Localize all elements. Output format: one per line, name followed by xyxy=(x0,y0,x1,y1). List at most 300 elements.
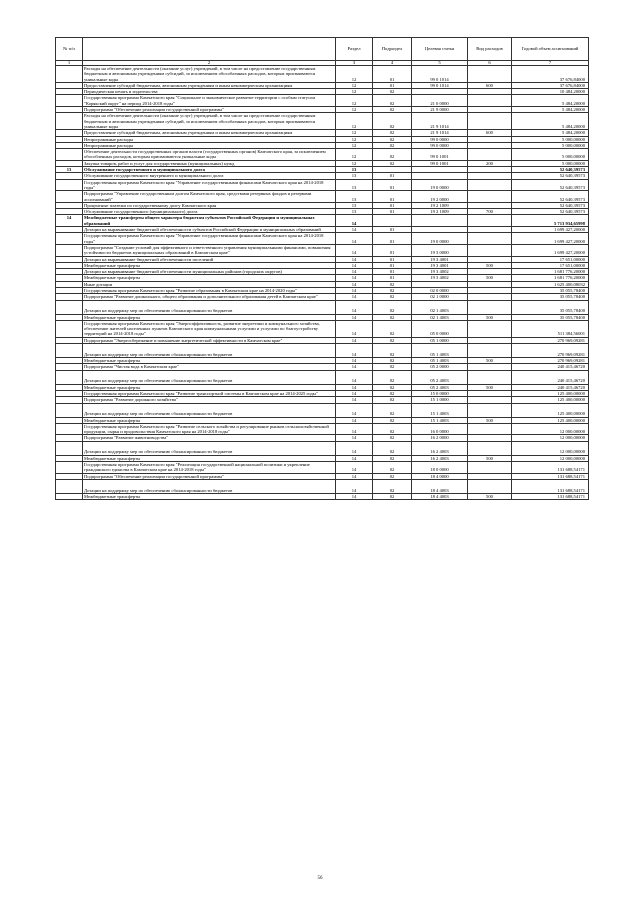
row-podrazdel: 02 xyxy=(373,493,412,499)
row-amount: 1 699 427,20000 xyxy=(512,244,589,256)
row-amount: 10 484,20000 xyxy=(512,89,589,95)
row-expense-type: 500 xyxy=(468,493,512,499)
table-row xyxy=(56,149,589,161)
row-amount: 5 484,20000 xyxy=(512,95,589,107)
row-name: Государственная программа Камчатского края "Развитие образования в Камчатском крае на 2014-2020 годы" xyxy=(83,287,336,293)
row-amount: 52 640,39573 xyxy=(512,202,589,208)
table-row xyxy=(56,370,589,384)
row-amount: 12 000,00000 xyxy=(512,455,589,461)
row-target-article: 19 3 0000 xyxy=(412,244,468,256)
row-razdel: 14 xyxy=(336,479,373,493)
row-razdel: 12 xyxy=(336,136,373,142)
row-name: Расходы на обеспечение деятельности (оказание услуг) учреждений, в том числе на предоставление государственным бюджетным и автономным учреждениям субсидий, за исключением обособленных расходов, которым присваиваются уникальные коды xyxy=(83,113,336,130)
row-razdel: 14 xyxy=(336,337,373,343)
row-name: Межбюджетные трансферты xyxy=(83,384,336,390)
row-razdel: 14 xyxy=(336,215,373,227)
row-podrazdel: 02 xyxy=(373,113,412,130)
row-target-article: 05 2 4003 xyxy=(412,370,468,384)
row-amount: 131 688,54171 xyxy=(512,473,589,479)
row-razdel: 13 xyxy=(336,209,373,215)
row-expense-type: 500 xyxy=(468,358,512,364)
row-amount: 52 640,39573 xyxy=(512,209,589,215)
row-podrazdel: 02 xyxy=(373,358,412,364)
row-podrazdel: 02 xyxy=(373,281,412,287)
row-name: Дотации на поддержку мер по обеспечению сбалансированности бюджетов xyxy=(83,344,336,358)
row-razdel: 13 xyxy=(336,167,373,173)
row-podrazdel: 01 xyxy=(373,179,412,191)
row-podrazdel: 01 xyxy=(373,262,412,268)
row-target-article: 99 0 1014 xyxy=(412,66,468,83)
row-amount: 5 000,00000 xyxy=(512,160,589,166)
row-razdel: 12 xyxy=(336,130,373,136)
table-row xyxy=(56,113,589,130)
row-razdel: 12 xyxy=(336,160,373,166)
row-name: Подпрограмма "Энергосбережение и повышение энергетической эффективности в Камчатском крае" xyxy=(83,337,336,343)
row-amount: 1 681 776,20000 xyxy=(512,269,589,275)
row-podrazdel: 02 xyxy=(373,160,412,166)
table-row xyxy=(56,479,589,493)
row-podrazdel xyxy=(373,215,412,227)
row-razdel: 12 xyxy=(336,66,373,83)
row-amount: 12 000,00000 xyxy=(512,423,589,435)
row-podrazdel: 02 xyxy=(373,435,412,441)
row-podrazdel: 02 xyxy=(373,89,412,95)
row-amount: 1 699 427,20000 xyxy=(512,227,589,233)
row-amount: 12 000,00000 xyxy=(512,441,589,455)
row-number xyxy=(56,403,83,417)
row-target-article: 19 0 0000 xyxy=(412,179,468,191)
row-target-article: 05 1 0000 xyxy=(412,337,468,343)
row-name: Дотации на выравнивание бюджетной обеспеченности поселений xyxy=(83,256,336,262)
column-number: 7 xyxy=(512,61,589,66)
table-row xyxy=(56,320,589,337)
row-podrazdel: 02 xyxy=(373,142,412,148)
row-target-article: 05 0 0000 xyxy=(412,320,468,337)
row-target-article: 02 0 0000 xyxy=(412,287,468,293)
row-number xyxy=(56,479,83,493)
row-amount: 131 688,54171 xyxy=(512,462,589,474)
row-expense-type xyxy=(468,300,512,314)
row-amount: 17 651,00000 xyxy=(512,256,589,262)
row-podrazdel: 02 xyxy=(373,403,412,417)
table-row xyxy=(56,215,589,227)
header-name xyxy=(83,38,336,61)
row-expense-type: 500 xyxy=(468,275,512,281)
row-razdel: 14 xyxy=(336,281,373,287)
row-expense-type xyxy=(468,462,512,474)
row-razdel: 14 xyxy=(336,390,373,396)
row-expense-type xyxy=(468,191,512,203)
row-amount: 35 055,78400 xyxy=(512,314,589,320)
row-podrazdel: 02 xyxy=(373,344,412,358)
row-target-article: 15 1 4003 xyxy=(412,403,468,417)
row-name: Подпрограмма "Развитие дорожного хозяйства" xyxy=(83,397,336,403)
row-podrazdel: 02 xyxy=(373,287,412,293)
page-number: 56 xyxy=(317,876,323,881)
row-amount: 52 640,39573 xyxy=(512,173,589,179)
row-podrazdel: 02 xyxy=(373,294,412,300)
row-amount: 240 415,46720 xyxy=(512,384,589,390)
row-podrazdel: 01 xyxy=(373,275,412,281)
row-expense-type: 500 xyxy=(468,455,512,461)
row-amount: 1 699 427,20000 xyxy=(512,233,589,245)
row-target-article: 18 4 4003 xyxy=(412,479,468,493)
row-amount: 5 484,20000 xyxy=(512,130,589,136)
row-podrazdel: 02 xyxy=(373,130,412,136)
row-podrazdel: 02 xyxy=(373,473,412,479)
row-amount: 125 400,00000 xyxy=(512,390,589,396)
row-amount: 1 625 400,08032 xyxy=(512,281,589,287)
row-expense-type xyxy=(468,66,512,83)
row-amount: 17 651,00000 xyxy=(512,262,589,268)
row-razdel: 14 xyxy=(336,455,373,461)
row-expense-type xyxy=(468,423,512,435)
row-expense-type xyxy=(468,95,512,107)
row-amount: 270 969,09281 xyxy=(512,344,589,358)
row-name: Обеспечение деятельности государственных органов власти (государственных органов) Камчатского края, за исключением обособленных расходов, которым присваиваются уникальные коды xyxy=(83,149,336,161)
row-razdel: 12 xyxy=(336,95,373,107)
row-number xyxy=(56,66,83,83)
row-number: 14 xyxy=(56,215,83,227)
row-target-article: 02 1 0000 xyxy=(412,294,468,300)
row-podrazdel: 01 xyxy=(373,191,412,203)
table-row xyxy=(56,403,589,417)
row-razdel: 14 xyxy=(336,423,373,435)
table-row xyxy=(56,462,589,474)
row-amount: 125 400,00000 xyxy=(512,397,589,403)
header-target-article: Целевая статья xyxy=(412,38,468,61)
row-razdel: 14 xyxy=(336,233,373,245)
row-name: Государственная программа Камчатского края "Социальное и экономическое развитие территории с особым статусом "Корякский округ" на период 2014-2018 годы" xyxy=(83,95,336,107)
row-name: Подпрограмма "Обеспечение реализации государственной программы" xyxy=(83,107,336,113)
row-number xyxy=(56,423,83,435)
row-target-article: 05 1 4003 xyxy=(412,344,468,358)
row-target-article: 02 1 4003 xyxy=(412,300,468,314)
row-name: Межбюджетные трансферты xyxy=(83,358,336,364)
row-amount: 35 055,78400 xyxy=(512,294,589,300)
row-podrazdel: 02 xyxy=(373,149,412,161)
row-podrazdel: 02 xyxy=(373,462,412,474)
row-target-article: 21 9 1014 xyxy=(412,113,468,130)
row-razdel: 14 xyxy=(336,462,373,474)
row-amount: 35 055,78400 xyxy=(512,300,589,314)
row-razdel: 14 xyxy=(336,344,373,358)
row-amount: 5 484,20000 xyxy=(512,113,589,130)
row-amount: 5 484,20000 xyxy=(512,107,589,113)
row-expense-type xyxy=(468,344,512,358)
row-podrazdel: 01 xyxy=(373,66,412,83)
row-amount: 5 000,00000 xyxy=(512,136,589,142)
budget-table xyxy=(55,37,589,500)
row-podrazdel: 02 xyxy=(373,479,412,493)
row-number xyxy=(56,493,83,499)
row-name: Непрограммные расходы xyxy=(83,142,336,148)
row-expense-type xyxy=(468,441,512,455)
row-name: Предоставление субсидий бюджетным, автономным учреждениям и иным некоммерческим организациям xyxy=(83,130,336,136)
row-name: Подпрограмма "Обеспечение реализации государственной программы" xyxy=(83,473,336,479)
row-number: 13 xyxy=(56,167,83,173)
row-razdel: 14 xyxy=(336,441,373,455)
row-razdel: 14 xyxy=(336,473,373,479)
row-razdel: 12 xyxy=(336,113,373,130)
row-name: Межбюджетные трансферты xyxy=(83,275,336,281)
row-target-article: 21 9 0000 xyxy=(412,107,468,113)
table-row xyxy=(56,441,589,455)
row-name: Дотации на поддержку мер по обеспечению сбалансированности бюджетов xyxy=(83,403,336,417)
row-amount: 240 415,46720 xyxy=(512,370,589,384)
row-razdel: 14 xyxy=(336,294,373,300)
table-row xyxy=(56,300,589,314)
row-name: Государственная программа Камчатского края "Реализация государственной национальной политики и укрепление гражданского единства в Камчатском крае на 2014-2018 годы" xyxy=(83,462,336,474)
column-number: 6 xyxy=(468,61,512,66)
row-amount: 37 676,84000 xyxy=(512,66,589,83)
table-row xyxy=(56,244,589,256)
row-name: Государственная программа Камчатского края "Управление государственными финансами Камчатского края на 2014-2018 годы" xyxy=(83,233,336,245)
row-target-article: 05 1 4003 xyxy=(412,358,468,364)
row-amount: 5 000,00000 xyxy=(512,149,589,161)
row-expense-type: 500 xyxy=(468,262,512,268)
row-number xyxy=(56,462,83,474)
row-number xyxy=(56,179,83,191)
row-razdel: 14 xyxy=(336,300,373,314)
row-podrazdel: 02 xyxy=(373,370,412,384)
row-name: Обслуживание государственного и муниципального долга xyxy=(83,167,336,173)
row-name: Иные дотации xyxy=(83,281,336,287)
row-podrazdel: 02 xyxy=(373,384,412,390)
table-row xyxy=(56,344,589,358)
row-razdel: 14 xyxy=(336,262,373,268)
row-expense-type xyxy=(468,479,512,493)
row-razdel: 14 xyxy=(336,256,373,262)
row-razdel: 13 xyxy=(336,191,373,203)
row-razdel: 13 xyxy=(336,173,373,179)
row-razdel: 13 xyxy=(336,202,373,208)
row-podrazdel: 02 xyxy=(373,423,412,435)
row-razdel: 14 xyxy=(336,435,373,441)
header-podrazdel: Подраздел xyxy=(373,38,412,61)
header-annual-volume: Годовой объем ассигнований xyxy=(512,38,589,61)
row-name: Предоставление субсидий бюджетным, автономным учреждениям и иным некоммерческим организациям xyxy=(83,82,336,88)
row-name: Непрограммные расходы xyxy=(83,136,336,142)
table-row xyxy=(56,191,589,203)
row-name: Межбюджетные трансферты xyxy=(83,262,336,268)
row-amount: 52 640,39573 xyxy=(512,179,589,191)
column-number: 5 xyxy=(412,61,468,66)
row-name: Межбюджетные трансферты xyxy=(83,314,336,320)
row-amount: 131 688,54171 xyxy=(512,479,589,493)
row-name: Дотации на выравнивание бюджетной обеспеченности муниципальных районов (городских округов) xyxy=(83,269,336,275)
row-razdel: 14 xyxy=(336,384,373,390)
row-razdel: 14 xyxy=(336,364,373,370)
row-number xyxy=(56,300,83,314)
row-podrazdel: 02 xyxy=(373,107,412,113)
row-expense-type xyxy=(468,370,512,384)
row-expense-type: 500 xyxy=(468,384,512,390)
row-target-article: 21 9 1014 xyxy=(412,130,468,136)
row-podrazdel: 01 xyxy=(373,233,412,245)
row-razdel: 14 xyxy=(336,397,373,403)
row-podrazdel: 01 xyxy=(373,244,412,256)
row-name: Государственная программа Камчатского края "Развитие сельского хозяйства и регулирование рынков сельскохозяйственной продукции, сырья и продовольствия Камчатского края на 2014-2018 годы" xyxy=(83,423,336,435)
row-podrazdel: 01 xyxy=(373,202,412,208)
row-number xyxy=(56,233,83,245)
row-expense-type: 500 xyxy=(468,417,512,423)
row-name: Дотации на поддержку мер по обеспечению сбалансированности бюджетов xyxy=(83,441,336,455)
row-target-article: 19 2 0000 xyxy=(412,191,468,203)
row-razdel: 14 xyxy=(336,493,373,499)
row-podrazdel: 02 xyxy=(373,417,412,423)
budget-table-page xyxy=(55,37,588,500)
row-podrazdel: 02 xyxy=(373,397,412,403)
header-razdel: Раздел xyxy=(336,38,373,61)
row-target-article: 02 1 4003 xyxy=(412,314,468,320)
row-expense-type xyxy=(468,244,512,256)
row-target-article: 05 2 4003 xyxy=(412,384,468,390)
row-amount: 270 969,09281 xyxy=(512,337,589,343)
row-podrazdel: 01 xyxy=(373,256,412,262)
row-expense-type: 600 xyxy=(468,82,512,88)
row-number xyxy=(56,113,83,130)
header-expense-type: Вид расходов xyxy=(468,38,512,61)
row-razdel: 14 xyxy=(336,269,373,275)
row-target-article: 16 2 4003 xyxy=(412,455,468,461)
row-razdel: 14 xyxy=(336,287,373,293)
row-expense-type xyxy=(468,113,512,130)
row-target-article: 16 2 0000 xyxy=(412,435,468,441)
row-amount: 240 415,46720 xyxy=(512,364,589,370)
row-target-article: 99 0 1014 xyxy=(412,82,468,88)
row-name: Дотации на поддержку мер по обеспечению сбалансированности бюджетов xyxy=(83,300,336,314)
row-razdel: 12 xyxy=(336,89,373,95)
row-number xyxy=(56,149,83,161)
row-amount: 5 000,00000 xyxy=(512,142,589,148)
row-target-article: 15 1 0000 xyxy=(412,397,468,403)
row-target-article: 19 0 0000 xyxy=(412,233,468,245)
column-number: 1 xyxy=(56,61,83,66)
row-name: Дотации на поддержку мер по обеспечению сбалансированности бюджетов xyxy=(83,370,336,384)
row-expense-type xyxy=(468,179,512,191)
table-row xyxy=(56,493,589,499)
row-amount: 125 400,00000 xyxy=(512,417,589,423)
row-amount: 52 640,39573 xyxy=(512,167,589,173)
row-name: Обслуживание государственного (муниципального) долга xyxy=(83,209,336,215)
row-target-article: 99 0 0000 xyxy=(412,142,468,148)
row-name: Закупка товаров, работ и услуг для государственных (муниципальных) нужд xyxy=(83,160,336,166)
row-name: Дотации на поддержку мер по обеспечению сбалансированности бюджетов xyxy=(83,479,336,493)
row-name: Расходы на обеспечение деятельности (оказание услуг) учреждений, в том числе на предоставление государственным бюджетным и автономным учреждениям субсидий, за исключением обособленных расходов, которым присваиваются уникальные коды xyxy=(83,66,336,83)
row-razdel: 14 xyxy=(336,227,373,233)
row-expense-type: 200 xyxy=(468,160,512,166)
table-row xyxy=(56,179,589,191)
row-podrazdel: 02 xyxy=(373,337,412,343)
row-name: Государственная программа Камчатского края "Энергоэффективность, развитие энергетики и коммунального хозяйства, обеспечение жителей населенных пунктов Камчатского края коммунальными услугами и услугами по благоустройству территорий на 2014-2018 годы" xyxy=(83,320,336,337)
row-target-article: 99 0 1001 xyxy=(412,160,468,166)
row-name: Межбюджетные трансферты xyxy=(83,493,336,499)
row-name: Дотации на выравнивание бюджетной обеспеченности субъектов Российской Федерации и муниципальных образований xyxy=(83,227,336,233)
row-amount: 52 640,39573 xyxy=(512,191,589,203)
row-podrazdel: 02 xyxy=(373,95,412,107)
row-amount: 35 055,78400 xyxy=(512,287,589,293)
row-expense-type xyxy=(468,233,512,245)
row-podrazdel: 01 xyxy=(373,173,412,179)
row-amount: 5 713 934,65998 xyxy=(512,215,589,227)
row-target-article: 19 2 1009 xyxy=(412,209,468,215)
row-podrazdel: 01 xyxy=(373,209,412,215)
row-target-article: 19 3 4002 xyxy=(412,275,468,281)
row-name: Государственная программа Камчатского края "Управление государственными финансами Камчатского края на 2014-2018 годы" xyxy=(83,179,336,191)
row-target-article: 19 2 1009 xyxy=(412,202,468,208)
row-razdel: 14 xyxy=(336,370,373,384)
row-podrazdel: 01 xyxy=(373,227,412,233)
row-razdel: 14 xyxy=(336,403,373,417)
row-razdel: 12 xyxy=(336,149,373,161)
row-target-article: 19 3 4001 xyxy=(412,262,468,268)
row-target-article xyxy=(412,215,468,227)
row-amount: 125 400,00000 xyxy=(512,403,589,417)
row-number xyxy=(56,95,83,107)
row-name: Подпрограмма "Создание условий для эффективного и ответственного управления муниципальными финансами, повышения устойчивости бюджетов муниципальных образований в Камчатском крае" xyxy=(83,244,336,256)
row-name: Межбюджетные трансферты общего характера бюджетам субъектов Российской Федерации и муниципальных образований xyxy=(83,215,336,227)
row-razdel: 14 xyxy=(336,358,373,364)
row-name: Подпрограмма "Развитие животноводства" xyxy=(83,435,336,441)
row-name: Межбюджетные трансферты xyxy=(83,455,336,461)
row-target-article: 99 0 0000 xyxy=(412,136,468,142)
row-number xyxy=(56,191,83,203)
row-target-article: 99 0 1001 xyxy=(412,149,468,161)
table-row xyxy=(56,233,589,245)
row-target-article: 15 1 4003 xyxy=(412,417,468,423)
table-header-row xyxy=(56,38,589,61)
row-target-article: 18 4 0000 xyxy=(412,473,468,479)
row-target-article: 19 3 4001 xyxy=(412,256,468,262)
row-podrazdel: 02 xyxy=(373,320,412,337)
row-razdel: 14 xyxy=(336,417,373,423)
row-podrazdel: 01 xyxy=(373,82,412,88)
row-razdel: 14 xyxy=(336,320,373,337)
row-amount: 37 676,84000 xyxy=(512,82,589,88)
row-target-article: 15 0 0000 xyxy=(412,390,468,396)
row-name: Государственная программа Камчатского края "Развитие транспортной системы в Камчатском крае на 2014-2025 годы" xyxy=(83,390,336,396)
row-razdel: 12 xyxy=(336,142,373,148)
row-name: Подпрограмма "Развитие дошкольного, общего образования и дополнительного образования детей в Камчатском крае" xyxy=(83,294,336,300)
row-number xyxy=(56,441,83,455)
row-razdel: 14 xyxy=(336,275,373,281)
row-podrazdel: 02 xyxy=(373,441,412,455)
column-number: 2 xyxy=(83,61,336,66)
column-number: 4 xyxy=(373,61,412,66)
row-number xyxy=(56,320,83,337)
row-expense-type xyxy=(468,149,512,161)
row-target-article: 16 2 4003 xyxy=(412,441,468,455)
row-razdel: 13 xyxy=(336,179,373,191)
row-expense-type: 500 xyxy=(468,314,512,320)
row-name: Межбюджетные трансферты xyxy=(83,417,336,423)
row-target-article: 16 0 0000 xyxy=(412,423,468,435)
row-podrazdel: 02 xyxy=(373,136,412,142)
row-razdel: 12 xyxy=(336,107,373,113)
row-amount: 270 969,09281 xyxy=(512,358,589,364)
row-podrazdel: 01 xyxy=(373,269,412,275)
row-target-article: 18 4 4003 xyxy=(412,493,468,499)
row-name: Процентные платежи по государственному долгу Камчатского края xyxy=(83,202,336,208)
row-podrazdel: 02 xyxy=(373,300,412,314)
row-name: Подпрограмма "Чистая вода в Камчатском крае" xyxy=(83,364,336,370)
row-expense-type: 700 xyxy=(468,209,512,215)
row-number xyxy=(56,370,83,384)
row-amount: 511 384,56001 xyxy=(512,320,589,337)
header-no: № п/п xyxy=(56,38,83,61)
row-expense-type xyxy=(468,320,512,337)
